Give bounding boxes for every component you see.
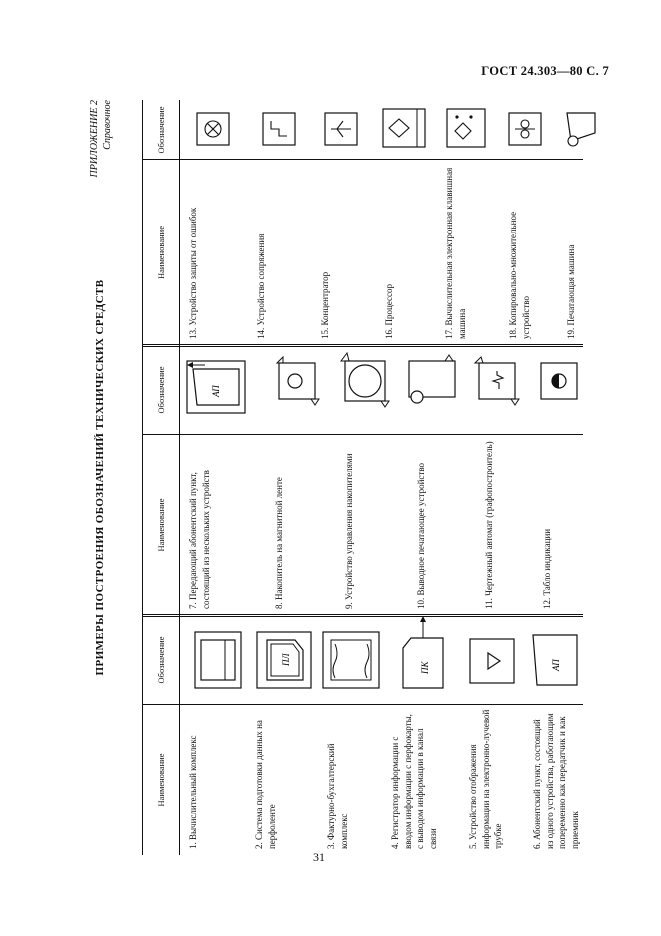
col2-name-header: Наименование: [143, 435, 180, 615]
magnetic-tape-icon: [271, 355, 321, 405]
list-item: 6. Абонентский пункт, состоящий из одного устройства, работающим попеременно как передатчик и как приемник: [532, 713, 580, 849]
list-item: 13. Устройство защиты от ошибок: [188, 207, 198, 339]
page-header: ГОСТ 24.303—80 С. 7: [481, 64, 609, 78]
subscriber-point-icon: [531, 629, 581, 687]
concentrator-icon: [321, 109, 361, 149]
table-title: ПРИМЕРЫ ПОСТРОЕНИЯ ОБОЗНАЧЕНИЙ ТЕХНИЧЕСКИХ СРЕДСТВ: [94, 279, 106, 676]
list-item: 18. Копировально-множительное устройство: [508, 211, 531, 339]
divider: [143, 434, 583, 435]
list-item: 2. Система подготовки данных на перфоленте: [254, 720, 277, 849]
divider: [143, 614, 583, 617]
list-item: 1. Вычислительный комплекс: [188, 735, 198, 849]
list-item: 12. Табло индикации: [542, 528, 552, 609]
list-item: 7. Передающий абонентский пункт, состоящий из нескольких устройств: [188, 470, 211, 609]
symbols-table-rotated: [92, 100, 582, 855]
error-protection-icon: [193, 109, 233, 149]
keyboard-computer-icon: [443, 105, 489, 151]
appendix-title: ПРИЛОЖЕНИЕ 2: [89, 100, 100, 178]
list-item: 8. Накопитель на магнитной ленте: [274, 477, 284, 609]
registrator-icon: [393, 620, 448, 690]
output-printer-icon: [405, 355, 459, 407]
divider: [143, 159, 583, 160]
plotter-icon: [473, 353, 523, 405]
col3-name-header: Наименование: [143, 160, 180, 345]
crt-display-icon: [468, 635, 518, 685]
transmit-subscriber-icon: [185, 349, 249, 415]
processor-icon: [379, 105, 429, 151]
list-item: 4. Регистратор информации с вводом информации с перфокарты, с выводом информации в канал связи: [390, 714, 438, 849]
col3-symbol-header: Обозначение: [143, 100, 180, 160]
list-item: 10. Выводное печатающее устройство: [416, 462, 426, 609]
col1-name-column: [143, 705, 583, 855]
list-item: 17. Вычислительная электронная клавишная машина: [444, 167, 467, 339]
appendix-note: Справочное: [102, 100, 113, 150]
computing-complex-icon: [193, 630, 243, 690]
tape-prep-icon: [255, 630, 313, 690]
symbol-label: АП: [551, 659, 561, 671]
list-item: 11. Чертежный автомат (графопостроитель): [484, 441, 494, 609]
col1-symbol-header: Обозначение: [143, 615, 180, 705]
copier-icon: [505, 109, 545, 149]
list-item: 14. Устройство сопряжения: [256, 233, 266, 339]
symbol-label: АП: [211, 385, 221, 397]
col2-symbol-header: Обозначение: [143, 345, 180, 435]
list-item: 19. Печатающая машина: [566, 244, 576, 339]
symbol-label: ПЛ: [281, 653, 291, 666]
indicator-panel-icon: [537, 359, 581, 403]
col1-name-header: Наименование: [143, 705, 180, 855]
page-number: 31: [313, 850, 325, 864]
printing-machine-icon: [563, 105, 603, 149]
list-item: 9. Устройство управления накопителями: [344, 453, 354, 609]
list-item: 5. Устройство отображения информации на электронно-лучевой трубке: [468, 709, 503, 849]
list-item: 15. Концентратор: [320, 271, 330, 339]
list-item: 16. Процессор: [384, 283, 394, 339]
symbols-table: [142, 100, 583, 855]
divider: [143, 344, 583, 347]
list-item: 3. Фактурно-бухгалтерский комплекс: [326, 743, 349, 849]
storage-controller-icon: [339, 349, 393, 407]
interface-device-icon: [259, 109, 299, 149]
billing-complex-icon: [321, 630, 381, 690]
symbol-label: ПК: [420, 661, 430, 674]
divider: [143, 704, 583, 705]
